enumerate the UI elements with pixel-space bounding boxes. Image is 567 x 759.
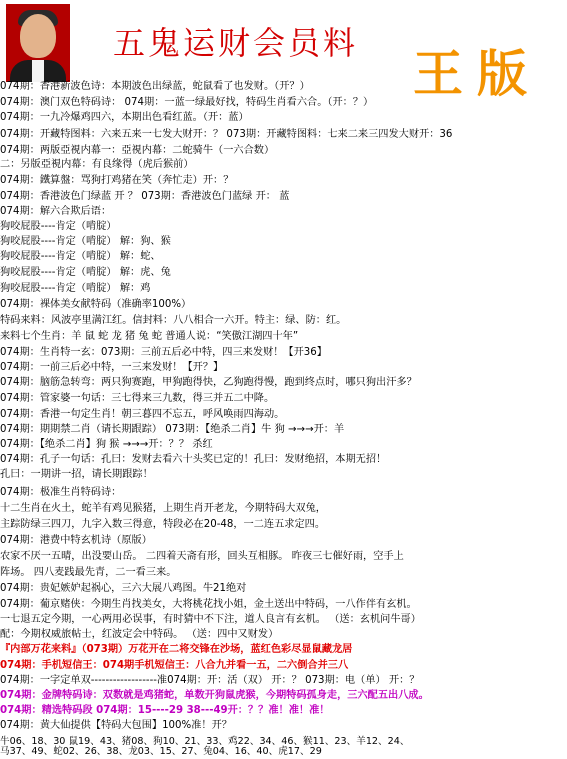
line-12: 狗咬屁股----肯定（啃腚） 解：虎、兔 [0,267,171,278]
line-10: 狗咬屁股----肯定（啃腚） 解：狗、猴 [0,236,171,247]
line-3: 074期：开藏特图料：六来五来一七发大财开：？ 073期：开藏特图料：七来二来三四发大财开：36 [0,129,453,140]
line-43: 马37、49、蛇02、26、38、龙03、15、27、兔04、16、40、虎17、29 [0,746,322,757]
line-25: 孔曰：一期讲一招，请长期跟踪！ [0,469,153,480]
line-42: 牛06、18、30 鼠19、43、猪08、狗10、21、33、鸡22、34、46、猴11、23、羊12、24、 [0,736,410,747]
line-38: 074期：一字定单双------------------准074期：开：活（双） 开：？ 073期：电（单） 开：？ [0,675,420,686]
line-36: 『内部万花来料』（073期）万花开在二将交锋在沙场，蓝红色彩尽显鼠藏龙居 [0,644,353,655]
line-18: 074期：一前三后必中特，一三来发财！【开？】 [0,362,224,373]
line-27: 十二生肖在火土，蛇羊有鸡见猴猪，上期生肖开老龙，今期特码大双兔， [0,503,326,514]
line-15: 特码来料：风波亭里满江红。信封料：八八相合一六开。特主：绿、防：红。 [0,315,347,326]
line-35: 配：今期权威旅帖士，红波定会中特码。 （送：四中又财发） [0,629,279,640]
page-title: 五鬼运财会员料 [113,24,359,62]
line-33: 074期：葡京赌侠：今期生肖找美女，大将桃花找小姐，金土送出中特码，一八作伴有玄机。 [0,599,417,610]
line-16: 来料七个生肖：羊 鼠 蛇 龙 猪 兔 蛇 普通人说：“笑傲江湖四十年” [0,331,299,342]
line-6: 074期：鐵算盤：骂狗打鸡猪在笑（奔忙走）开：？ [0,175,234,186]
line-23: 074期：【绝杀二肖】狗 猴 →→→开：？？ 杀红 [0,439,213,450]
line-26: 074期：极准生肖特码诗： [0,487,122,498]
brand-logo: 王版 [413,44,541,103]
avatar [6,4,70,82]
line-21: 074期：香港一句定生肖！朝三暮四不忘五，呼风唤雨四海动。 [0,409,285,420]
line-24: 074期：孔子一句话：孔曰：发财去看六十头奖已定的！孔曰：发财绝招，本期无招！ [0,454,387,465]
line-32: 074期：贵妃嫉妒起祸心，三六大展八鸡图。牛21绝对 [0,583,247,594]
line-17: 074期：生肖特一玄：073期：三前五后必中特，四三来发财！【开36】 [0,347,327,358]
avatar-face [20,14,56,58]
line-29: 074期：港费中特玄机诗（原版） [0,535,152,546]
line-0: 074期：香港新波色诗：本期波色出绿蓝，蛇鼠看了也发财。（开？） [0,81,310,92]
line-7: 074期：香港波色门绿蓝 开 ？ 073期：香港波色门蓝绿 开： 蓝 [0,191,290,202]
line-4: 074期：两版亞視内幕一：亞視内幕：二蛇骑牛（一六合数） [0,145,275,156]
line-11: 狗咬屁股----肯定（啃腚） 解：蛇、 [0,251,161,262]
line-1: 074期：澳门双色特码诗： 074期：一蓝一绿最好找，特码生肖看六合。（开：？） [0,97,374,108]
line-40: 074期：精选特码段 074期：15----29 38---49开：？？准！准！准！ [0,705,330,716]
line-30: 农家不厌一五晴，出没要山岳。 二四着天斋有形，回头互相豚。 昨夜三七催好雨，空手上 [0,551,404,562]
line-34: 一七退五定今期，一心两用必误事，有时猜中不下注，道人良言有玄机。 （送：玄机问牛哥） [0,614,421,625]
line-20: 074期：管家婆一句话：三七得来三九数，得三并五二中降。 [0,393,275,404]
line-2: 074期：一九冷爆鸡四六，本期出色看红蓝。（开：蓝） [0,112,249,123]
line-22: 074期：期期禁二肖（请长期跟踪） 073期：【绝杀二肖】牛 狗 →→→开：羊 [0,424,345,435]
line-8: 074期：解六合欺后语： [0,206,112,217]
line-31: 阵场。 四八麦践最先青，二一看三来。 [0,567,177,578]
line-37: 074期：手机短信王：074期手机短信王：八合九并看一五，二六倒合并三八 [0,660,349,671]
line-19: 074期：脑筋急转弯：两只狗赛跑，甲狗跑得快，乙狗跑得慢，跑到终点时，哪只狗出汗多？ [0,377,417,388]
line-9: 狗咬屁股----肯定（啃腚） [0,221,117,232]
line-28: 主踪防绿三四刀，九字入数三得意，特段必在20-48，一二连五求定四。 [0,519,326,530]
line-5: 二：另版亞視内幕：有良缘得（虎后猴前） [0,159,194,170]
line-14: 074期：裸体美女献特码（准确率100%） [0,299,192,310]
line-13: 狗咬屁股----肯定（啃腚） 解：鸡 [0,283,151,294]
line-41: 074期：黄大仙提供【特码大包围】100%准！开？ [0,720,232,731]
line-39: 074期：金牌特码诗：双数就是鸡猪蛇，单数开狗鼠虎猴，今期特码孤身走，三六配五出八成。 [0,690,429,701]
